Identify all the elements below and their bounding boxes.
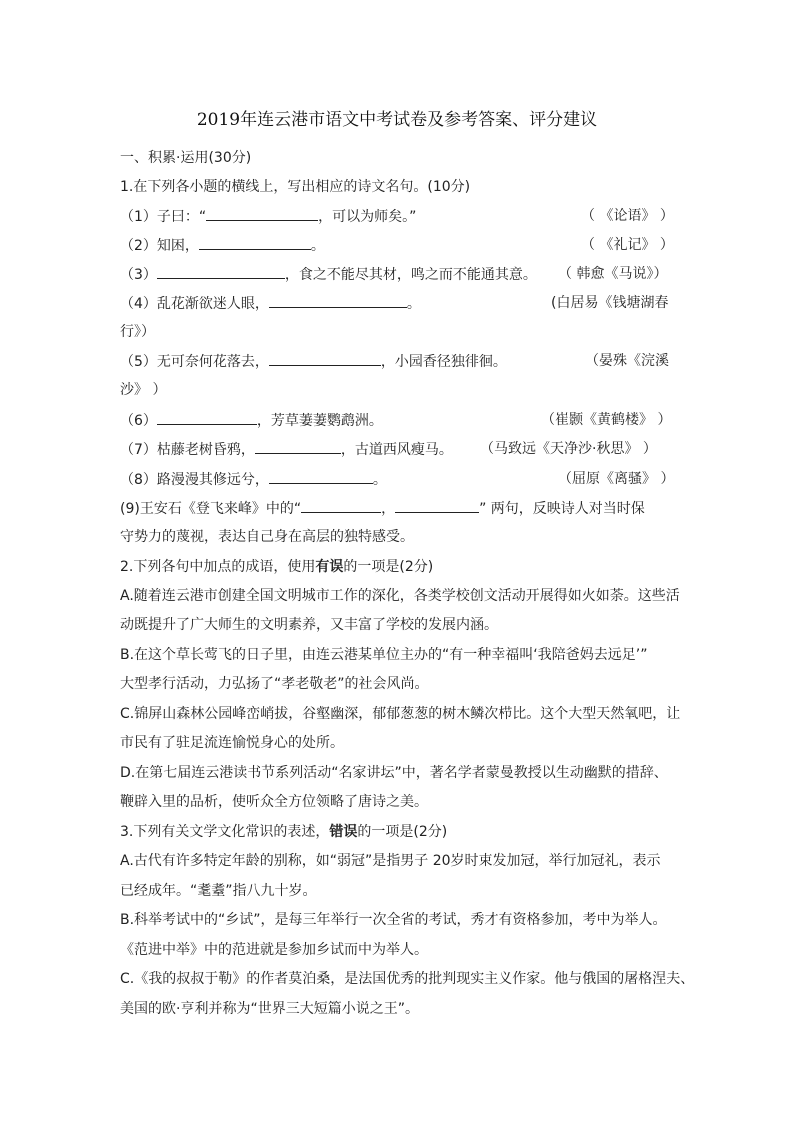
q1-item-4-source-continued: 行》） — [120, 324, 155, 340]
q2-option-d: D.在第七届连云港读书节系列活动“名家讲坛”中，著名学者蒙曼教授以生动幽默的措辞、 — [120, 765, 668, 781]
answer-blank[interactable] — [157, 264, 285, 279]
q3-stem-text: 3.下列有关文学文化常识的表述， — [120, 824, 330, 840]
q2-option-d-continued: 鞭辟入里的品析，使听众全方位领略了唐诗之美。 — [120, 794, 428, 810]
q1-item-8-text-after: 。 — [372, 472, 387, 488]
q3-option-b-continued: 《范进中举》中的范进就是参加乡试而中为举人。 — [120, 942, 428, 958]
q1-item-7-text-after: ，古道西风瘦马。 — [340, 442, 453, 458]
q3-option-c: C.《我的叔叔于勒》的作者莫泊桑，是法国优秀的批判现实主义作家。他与俄国的屠格涅夫、 — [120, 971, 695, 987]
q1-item-4-source: (白居易《钱塘湖春 — [551, 295, 669, 311]
q1-item-9-continued: 守势力的蔑视，表达自己身在高层的独特感受。 — [120, 529, 414, 545]
answer-blank[interactable] — [269, 293, 407, 308]
q1-item-6-text-before: （6） — [120, 413, 157, 429]
q1-item-5-source-continued: 沙》 ） — [120, 382, 167, 398]
q1-item-3-source: （ 韩愈《马说》） — [558, 266, 668, 282]
q1-item-5-source: （晏殊《浣溪 — [585, 353, 669, 369]
q1-item-3 — [120, 264, 537, 285]
q1-item-7-source: （马致远《天净沙·秋思》 ） — [480, 441, 657, 457]
q1-item-9-text-after: ” 两句，反映诗人对当时保 — [479, 501, 645, 517]
answer-blank[interactable] — [157, 410, 257, 425]
q1-item-9-separator: ， — [381, 501, 396, 517]
answer-blank[interactable] — [269, 351, 381, 366]
answer-blank[interactable] — [199, 235, 311, 250]
q1-item-1 — [120, 206, 416, 227]
q1-item-7 — [120, 439, 453, 460]
q1-item-4-text-after: 。 — [406, 296, 421, 312]
page-title: 2019年连云港市语文中考试卷及参考答案、评分建议 — [196, 110, 598, 130]
q3-option-a-continued: 已经成年。“耄耋”指八九十岁。 — [120, 883, 317, 899]
q3-stem-emphasis: 错误 — [329, 824, 358, 840]
q1-item-4-text-before: （4）乱花渐欲迷人眼， — [120, 296, 269, 312]
q2-stem-text-end: 的一项是(2分) — [343, 559, 434, 575]
q1-item-7-text-before: （7）枯藤老树昏鸦， — [120, 442, 255, 458]
q3-option-a: A.古代有许多特定年龄的别称，如“弱冠”是指男子 20岁时束发加冠，举行加冠礼，表示 — [120, 853, 661, 869]
q2-stem-emphasis: 有误 — [315, 559, 344, 575]
q1-item-5 — [120, 351, 507, 372]
answer-blank[interactable] — [269, 469, 373, 484]
q2-option-b: B.在这个草长莺飞的日子里，由连云港某单位主办的“有一种幸福叫‘我陪爸妈去远足’” — [120, 647, 648, 663]
q1-item-6 — [120, 410, 383, 431]
q1-item-2 — [120, 235, 325, 256]
q1-item-4 — [120, 293, 421, 314]
q1-item-5-text-before: （5）无可奈何花落去， — [120, 354, 269, 370]
q1-item-1-text-after: ，可以为师矣。” — [318, 209, 417, 225]
section-heading: 一、积累·运用(30分) — [120, 150, 252, 166]
q1-item-8 — [120, 469, 387, 490]
q1-item-1-source: （ 《论语》 ） — [581, 208, 674, 224]
q1-item-1-text-before: （1）子曰：“ — [120, 209, 207, 225]
q3-option-b: B.科举考试中的“乡试”，是每三年举行一次全省的考试，秀才有资格参加，考中为举人。 — [120, 912, 667, 928]
question-3-stem — [120, 822, 447, 842]
q1-item-9 — [120, 498, 645, 519]
q1-item-3-text-before: （3） — [120, 267, 157, 283]
answer-blank[interactable] — [301, 498, 381, 513]
q2-stem-text: 2.下列各句中加点的成语，使用 — [120, 559, 316, 575]
q3-option-c-continued: 美国的欧·亨利并称为“世界三大短篇小说之王”。 — [120, 1001, 419, 1017]
q1-item-2-text-after: 。 — [310, 238, 325, 254]
q2-option-b-continued: 大型孝行活动，力弘扬了“孝老敬老”的社会风尚。 — [120, 676, 429, 692]
q1-item-2-text-before: （2）知困， — [120, 238, 199, 254]
q1-item-5-text-after: ，小园香径独徘徊。 — [380, 354, 507, 370]
q2-option-a: A.随着连云港市创建全国文明城市工作的深化，各类学校创文活动开展得如火如荼。这些活 — [120, 588, 680, 604]
q2-option-c: C.锦屏山森林公园峰峦峭拔，谷壑幽深，郁郁葱葱的树木鳞次栉比。这个大型天然氧吧，让 — [120, 706, 681, 722]
answer-blank[interactable] — [255, 439, 341, 454]
q1-item-6-source: （崔颢《黄鹤楼》 ） — [541, 412, 672, 428]
answer-blank[interactable] — [395, 498, 479, 513]
question-2-stem — [120, 557, 433, 577]
question-1-stem: 1.在下列各小题的横线上，写出相应的诗文名句。(10分) — [120, 179, 471, 195]
q2-option-c-continued: 市民有了驻足流连愉悦身心的处所。 — [120, 735, 344, 751]
q1-item-8-text-before: （8）路漫漫其修远兮， — [120, 472, 269, 488]
q1-item-8-source: （屈原《离骚》 ） — [558, 471, 675, 487]
q3-stem-text-end: 的一项是(2分) — [357, 824, 448, 840]
q1-item-6-text-after: ，芳草萋萋鹦鹉洲。 — [256, 413, 383, 429]
answer-blank[interactable] — [206, 206, 318, 221]
q1-item-3-text-after: ，食之不能尽其材，鸣之而不能通其意。 — [284, 267, 537, 283]
q2-option-a-continued: 动既提升了广大师生的文明素养，又丰富了学校的发展内涵。 — [120, 617, 498, 633]
q1-item-2-source: （ 《礼记》 ） — [581, 237, 674, 253]
q1-item-9-text-before: (9)王安石《登飞来峰》中的“ — [120, 501, 302, 517]
